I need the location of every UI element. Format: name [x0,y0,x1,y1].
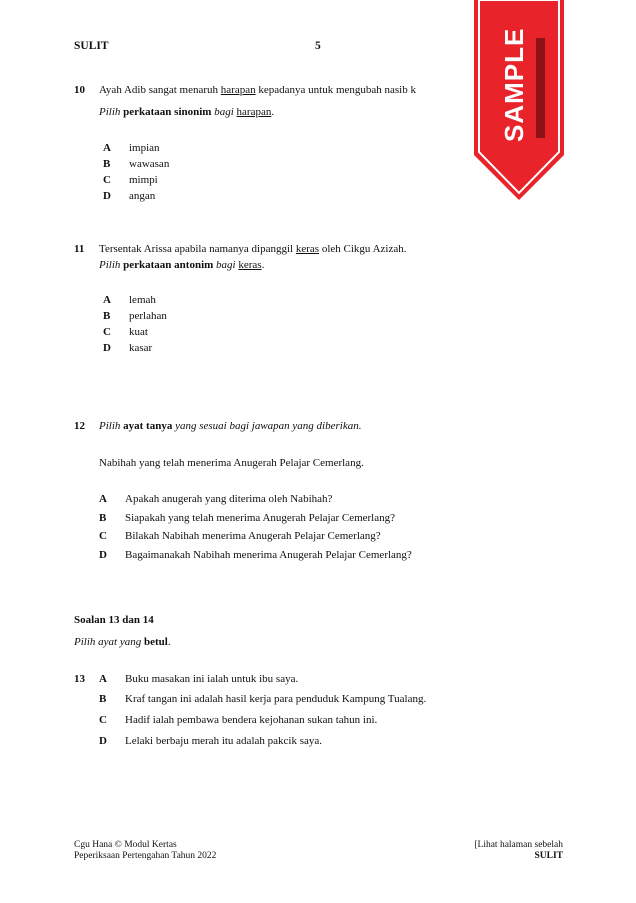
option-b[interactable] [103,310,167,322]
instruction-italic: Pilih [99,259,121,271]
instruction-underlined-word: harapan [236,106,272,118]
instruction-italic: yang sesuai bagi jawapan yang diberikan. [172,420,362,432]
footer-next-page: [Lihat halaman sebelah [474,840,563,850]
option-text: mimpi [129,174,158,186]
option-letter: D [99,735,107,747]
instruction-bold: perkataan antonim [120,259,214,271]
section-title: Soalan 13 dan 14 [74,614,154,626]
option-c[interactable] [99,530,381,542]
option-d[interactable] [99,735,322,747]
option-text: Kraf tangan ini adalah hasil kerja para penduduk Kampung Tualang. [125,693,427,705]
stem-underlined-word: keras [295,243,320,255]
instruction-underlined-word: keras [238,259,262,271]
section-instruction [74,636,171,648]
option-a[interactable] [103,294,156,306]
option-d[interactable] [103,190,155,202]
option-c[interactable] [103,174,158,186]
question-number: 10 [74,84,85,96]
instruction-italic: Pilih [99,106,121,118]
option-text: impian [129,142,160,154]
instruction-bold: ayat tanya [120,420,173,432]
option-letter: C [99,530,107,542]
option-b[interactable] [99,693,426,705]
instruction-italic: bagi [213,259,236,271]
question-number: 11 [74,243,85,255]
option-letter: B [103,310,111,322]
option-text: perlahan [129,310,167,322]
instruction-italic: Pilih ayat yang [74,636,142,648]
question-stem [99,84,416,96]
option-d[interactable] [103,342,152,354]
footer-left [74,840,216,862]
stem-underlined-word: harapan [220,84,256,96]
option-b[interactable] [103,158,169,170]
option-letter: C [99,714,107,726]
footer-right [474,840,563,862]
question-instruction [99,259,264,271]
stem-text: kepadanya untuk mengubah nasib k [255,84,416,96]
instruction-period: . [167,636,171,648]
option-text: Bagaimanakah Nabihah menerima Anugerah Pelajar Cemerlang? [125,549,412,561]
option-a[interactable] [99,673,298,685]
option-letter: C [103,326,111,338]
option-letter: A [99,673,107,685]
sample-ribbon [474,0,564,200]
question-number: 12 [74,420,85,432]
stem-text: oleh Cikgu Azizah. [319,243,407,255]
option-letter: D [103,342,111,354]
option-b[interactable] [99,512,395,524]
ribbon-text: SAMPLE [499,27,529,142]
option-text: lemah [129,294,156,306]
instruction-italic: Pilih [99,420,121,432]
option-text: kasar [129,342,153,354]
stem-text: Ayah Adib sangat menaruh [99,84,221,96]
option-a[interactable] [99,493,332,505]
option-a[interactable] [103,142,160,154]
option-c[interactable] [103,326,148,338]
option-letter: B [99,693,107,705]
option-text: Hadif ialah pembawa bendera kejohanan sukan tahun ini. [125,714,378,726]
option-c[interactable] [99,714,377,726]
option-text: Siapakah yang telah menerima Anugerah Pelajar Cemerlang? [125,512,396,524]
option-text: Bilakah Nabihah menerima Anugerah Pelajar Cemerlang? [125,530,381,542]
stem-text: Tersentak Arissa apabila namanya dipanggil [99,243,296,255]
option-letter: D [99,549,107,561]
option-letter: B [99,512,107,524]
option-text: Apakah anugerah yang diterima oleh Nabihah? [125,493,333,505]
option-text: Lelaki berbaju merah itu adalah pakcik saya. [125,735,322,747]
instruction-bold: perkataan sinonim [120,106,212,118]
option-letter: B [103,158,111,170]
option-text: Buku masakan ini ialah untuk ibu saya. [125,673,299,685]
footer-sulit: SULIT [534,851,563,861]
instruction-bold: betul [141,636,168,648]
option-text: kuat [129,326,148,338]
option-text: wawasan [129,158,170,170]
option-d[interactable] [99,549,412,561]
footer-exam-name: Peperiksaan Pertengahan Tahun 2022 [74,851,217,861]
footer-copyright: Cgu Hana © Modul Kertas [74,840,177,850]
question-stem [99,243,406,255]
option-text: angan [129,190,156,202]
instruction-period: . [271,106,275,118]
option-letter: A [103,142,111,154]
option-letter: A [99,493,107,505]
option-letter: A [103,294,111,306]
option-letter: D [103,190,111,202]
instruction-italic: bagi [211,106,234,118]
instruction-period: . [261,259,265,271]
header-sulit: SULIT [74,40,109,52]
question-instruction [99,106,274,118]
page-number: 5 [315,40,321,52]
question-instruction [99,420,361,432]
given-answer: Nabihah yang telah menerima Anugerah Pelajar Cemerlang. [99,457,364,469]
question-number: 13 [74,673,85,685]
option-letter: C [103,174,111,186]
